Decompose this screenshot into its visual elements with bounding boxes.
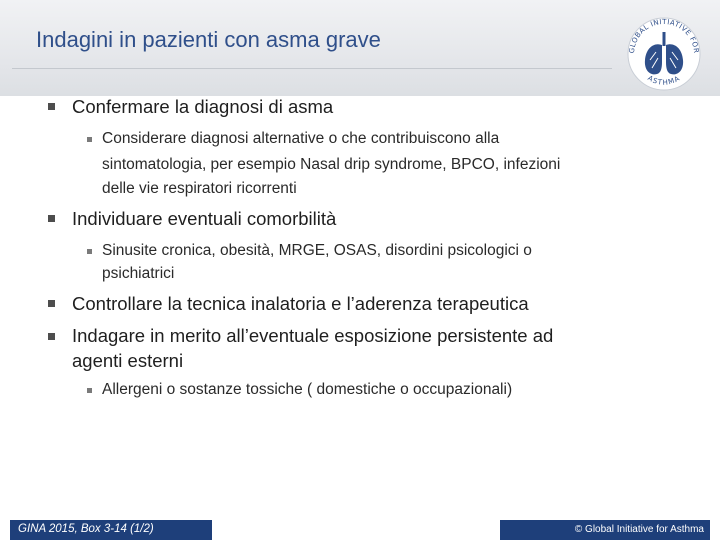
bullet-4-line-1: Indagare in merito all’eventuale esposizione persistente ad [72,325,554,346]
footer-source-text: GINA 2015, Box 3-14 (1/2) [18,523,154,535]
bullet-square-icon [48,300,55,307]
slide-header [0,0,720,96]
sub-bullet-4-line-1: Allergeni o sostanze tossiche ( domestiche o occupazionali) [102,381,513,398]
sub-bullet-square-icon [87,249,92,254]
bullet-2: Individuare eventuali comorbilità [72,208,337,229]
sub-bullet-2-line-2: psichiatrici [102,265,175,282]
sub-bullet-1-line-2: sintomatologia, per esempio Nasal drip syndrome, BPCO, infezioni [102,156,561,173]
bullet-1: Confermare la diagnosi di asma [72,96,334,117]
footer-copyright [500,520,710,540]
sub-bullet-square-icon [87,137,92,142]
logo-text-top: GLOBAL INITIATIVE FOR [627,17,701,54]
bullet-square-icon [48,333,55,340]
gina-logo [624,12,704,96]
slide-title: Indagini in pazienti con asma grave [36,27,381,52]
bullet-square-icon [48,103,55,110]
footer-copyright-text: © Global Initiative for Asthma [574,524,704,535]
sub-bullet-1-line-3: delle vie respiratori ricorrenti [102,180,297,197]
logo-text-bottom: ASTHMA [646,74,682,87]
header-divider [12,68,612,69]
bullet-3: Controllare la tecnica inalatoria e l’aderenza terapeutica [72,293,529,314]
bullet-square-icon [48,215,55,222]
sub-bullet-square-icon [87,388,92,393]
bullet-4-line-2: agenti esterni [72,350,184,371]
sub-bullet-1-line-1: Considerare diagnosi alternative o che contribuiscono alla [102,130,500,147]
sub-bullet-2-line-1: Sinusite cronica, obesità, MRGE, OSAS, disordini psicologici o [102,242,532,259]
footer-source [10,520,212,540]
